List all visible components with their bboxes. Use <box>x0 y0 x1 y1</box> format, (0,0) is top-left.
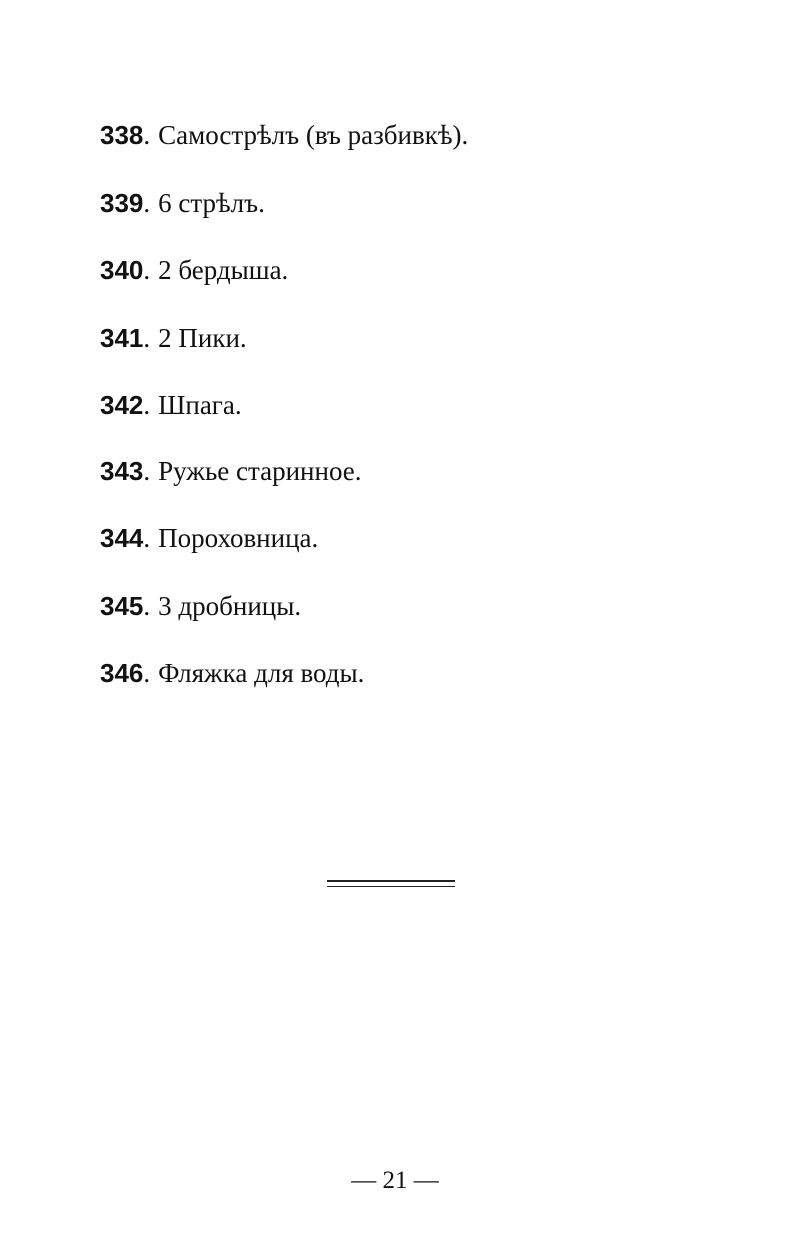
item-separator: . <box>143 390 151 420</box>
item-separator: . <box>143 456 151 486</box>
item-separator: . <box>143 188 151 218</box>
item-text: 3 дробницы. <box>158 591 302 621</box>
list-item <box>100 656 364 690</box>
item-number: 339 <box>100 188 144 218</box>
list-item <box>100 388 242 422</box>
item-number: 344 <box>100 523 144 553</box>
item-separator: . <box>143 255 151 285</box>
list-item <box>100 521 318 555</box>
item-separator: . <box>143 591 151 621</box>
item-text: Ружье старинное. <box>158 456 362 486</box>
item-text: Самострѣлъ (въ разбивкѣ). <box>158 120 469 150</box>
list-item <box>100 454 362 488</box>
list-item <box>100 321 247 355</box>
item-number: 346 <box>100 658 144 688</box>
divider-line <box>327 880 455 882</box>
item-text: Пороховница. <box>158 523 319 553</box>
item-separator: . <box>143 120 151 150</box>
item-number: 341 <box>100 323 144 353</box>
item-text: 2 Пики. <box>158 323 247 353</box>
item-number: 345 <box>100 591 144 621</box>
item-separator: . <box>143 323 151 353</box>
item-text: Шпага. <box>158 390 242 420</box>
item-text: Фляжка для воды. <box>158 658 365 688</box>
item-text: 6 стрѣлъ. <box>158 188 265 218</box>
list-item <box>100 589 301 623</box>
item-separator: . <box>143 658 151 688</box>
item-number: 342 <box>100 390 144 420</box>
page-number: — 21 — <box>351 1167 439 1194</box>
item-number: 343 <box>100 456 144 486</box>
item-number: 340 <box>100 255 144 285</box>
item-text: 2 бердыша. <box>158 255 289 285</box>
list-item <box>100 253 288 287</box>
item-separator: . <box>143 523 151 553</box>
divider-line <box>327 886 455 887</box>
item-number: 338 <box>100 120 144 150</box>
list-item <box>100 118 468 152</box>
list-item <box>100 186 265 220</box>
